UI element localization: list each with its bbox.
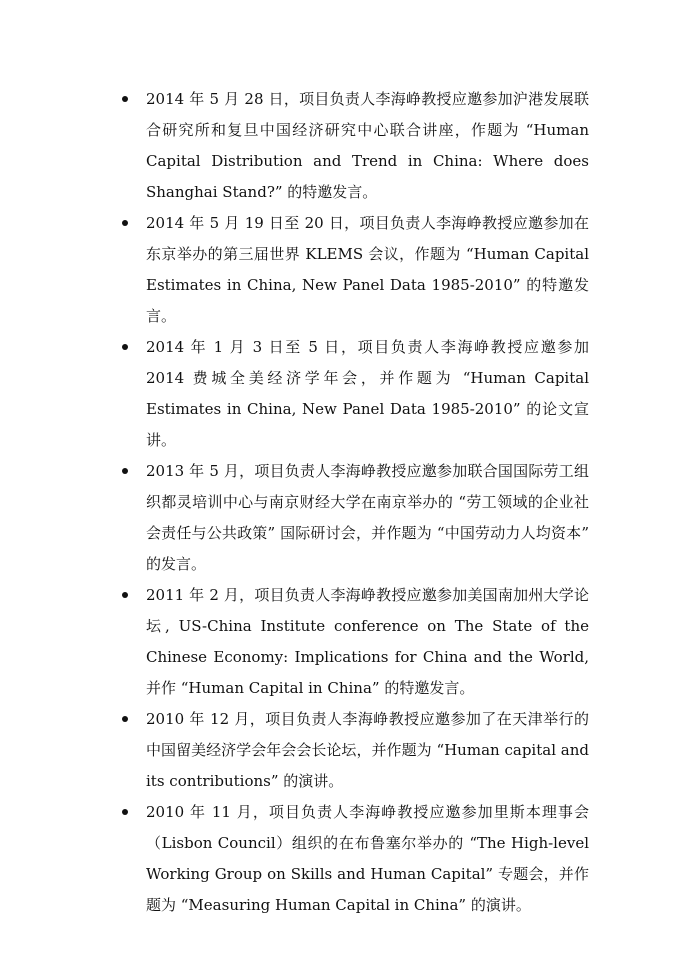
list-item <box>118 797 589 921</box>
list-item-text: 2014 年 5 月 19 日至 20 日，项目负责人李海峥教授应邀参加在东京举办的第三届世界 KLEMS 会议，作题为 “Human Capital Estimates in China, New Panel Data 1985-2010” 的特邀发言。 <box>146 214 589 325</box>
list-item-text: 2010 年 11 月，项目负责人李海峥教授应邀参加里斯本理事会（Lisbon Council）组织的在布鲁塞尔举办的 “The High-level Working Group on Skills and Human Capital” 专题会，并作题为 “Measuring Human Capital in China” 的演讲。 <box>146 803 589 914</box>
activity-bullet-list <box>118 84 589 921</box>
list-item <box>118 704 589 797</box>
list-item <box>118 580 589 704</box>
list-item-text: 2011 年 2 月，项目负责人李海峥教授应邀参加美国南加州大学论坛, US-China Institute conference on The State of the Chinese Economy: Implications for China and the World, 并作 “Human Capital in China” 的特邀发言。 <box>146 586 589 697</box>
bullet-icon <box>122 96 128 102</box>
bullet-icon <box>122 344 128 350</box>
bullet-icon <box>122 220 128 226</box>
list-item-text: 2014 年 5 月 28 日，项目负责人李海峥教授应邀参加沪港发展联合研究所和复旦中国经济研究中心联合讲座，作题为 “Human Capital Distribution and Trend in China: Where does Shanghai Stand?” 的特邀发言。 <box>146 90 589 201</box>
list-item <box>118 332 589 456</box>
list-item <box>118 456 589 580</box>
list-item-text: 2014 年 1 月 3 日至 5 日，项目负责人李海峥教授应邀参加 2014 费城全美经济学年会，并作题为 “Human Capital Estimates in China, New Panel Data 1985-2010” 的论文宣讲。 <box>146 338 589 449</box>
list-item-text: 2013 年 5 月，项目负责人李海峥教授应邀参加联合国国际劳工组织都灵培训中心与南京财经大学在南京举办的 “劳工领域的企业社会责任与公共政策” 国际研讨会，并作题为 “中国劳动力人均资本” 的发言。 <box>146 462 589 573</box>
bullet-icon <box>122 809 128 815</box>
list-item <box>118 208 589 332</box>
bullet-icon <box>122 468 128 474</box>
bullet-icon <box>122 716 128 722</box>
bullet-icon <box>122 592 128 598</box>
list-item <box>118 84 589 208</box>
list-item-text: 2010 年 12 月，项目负责人李海峥教授应邀参加了在天津举行的中国留美经济学会年会会长论坛，并作题为 “Human capital and its contributions” 的演讲。 <box>146 710 589 790</box>
